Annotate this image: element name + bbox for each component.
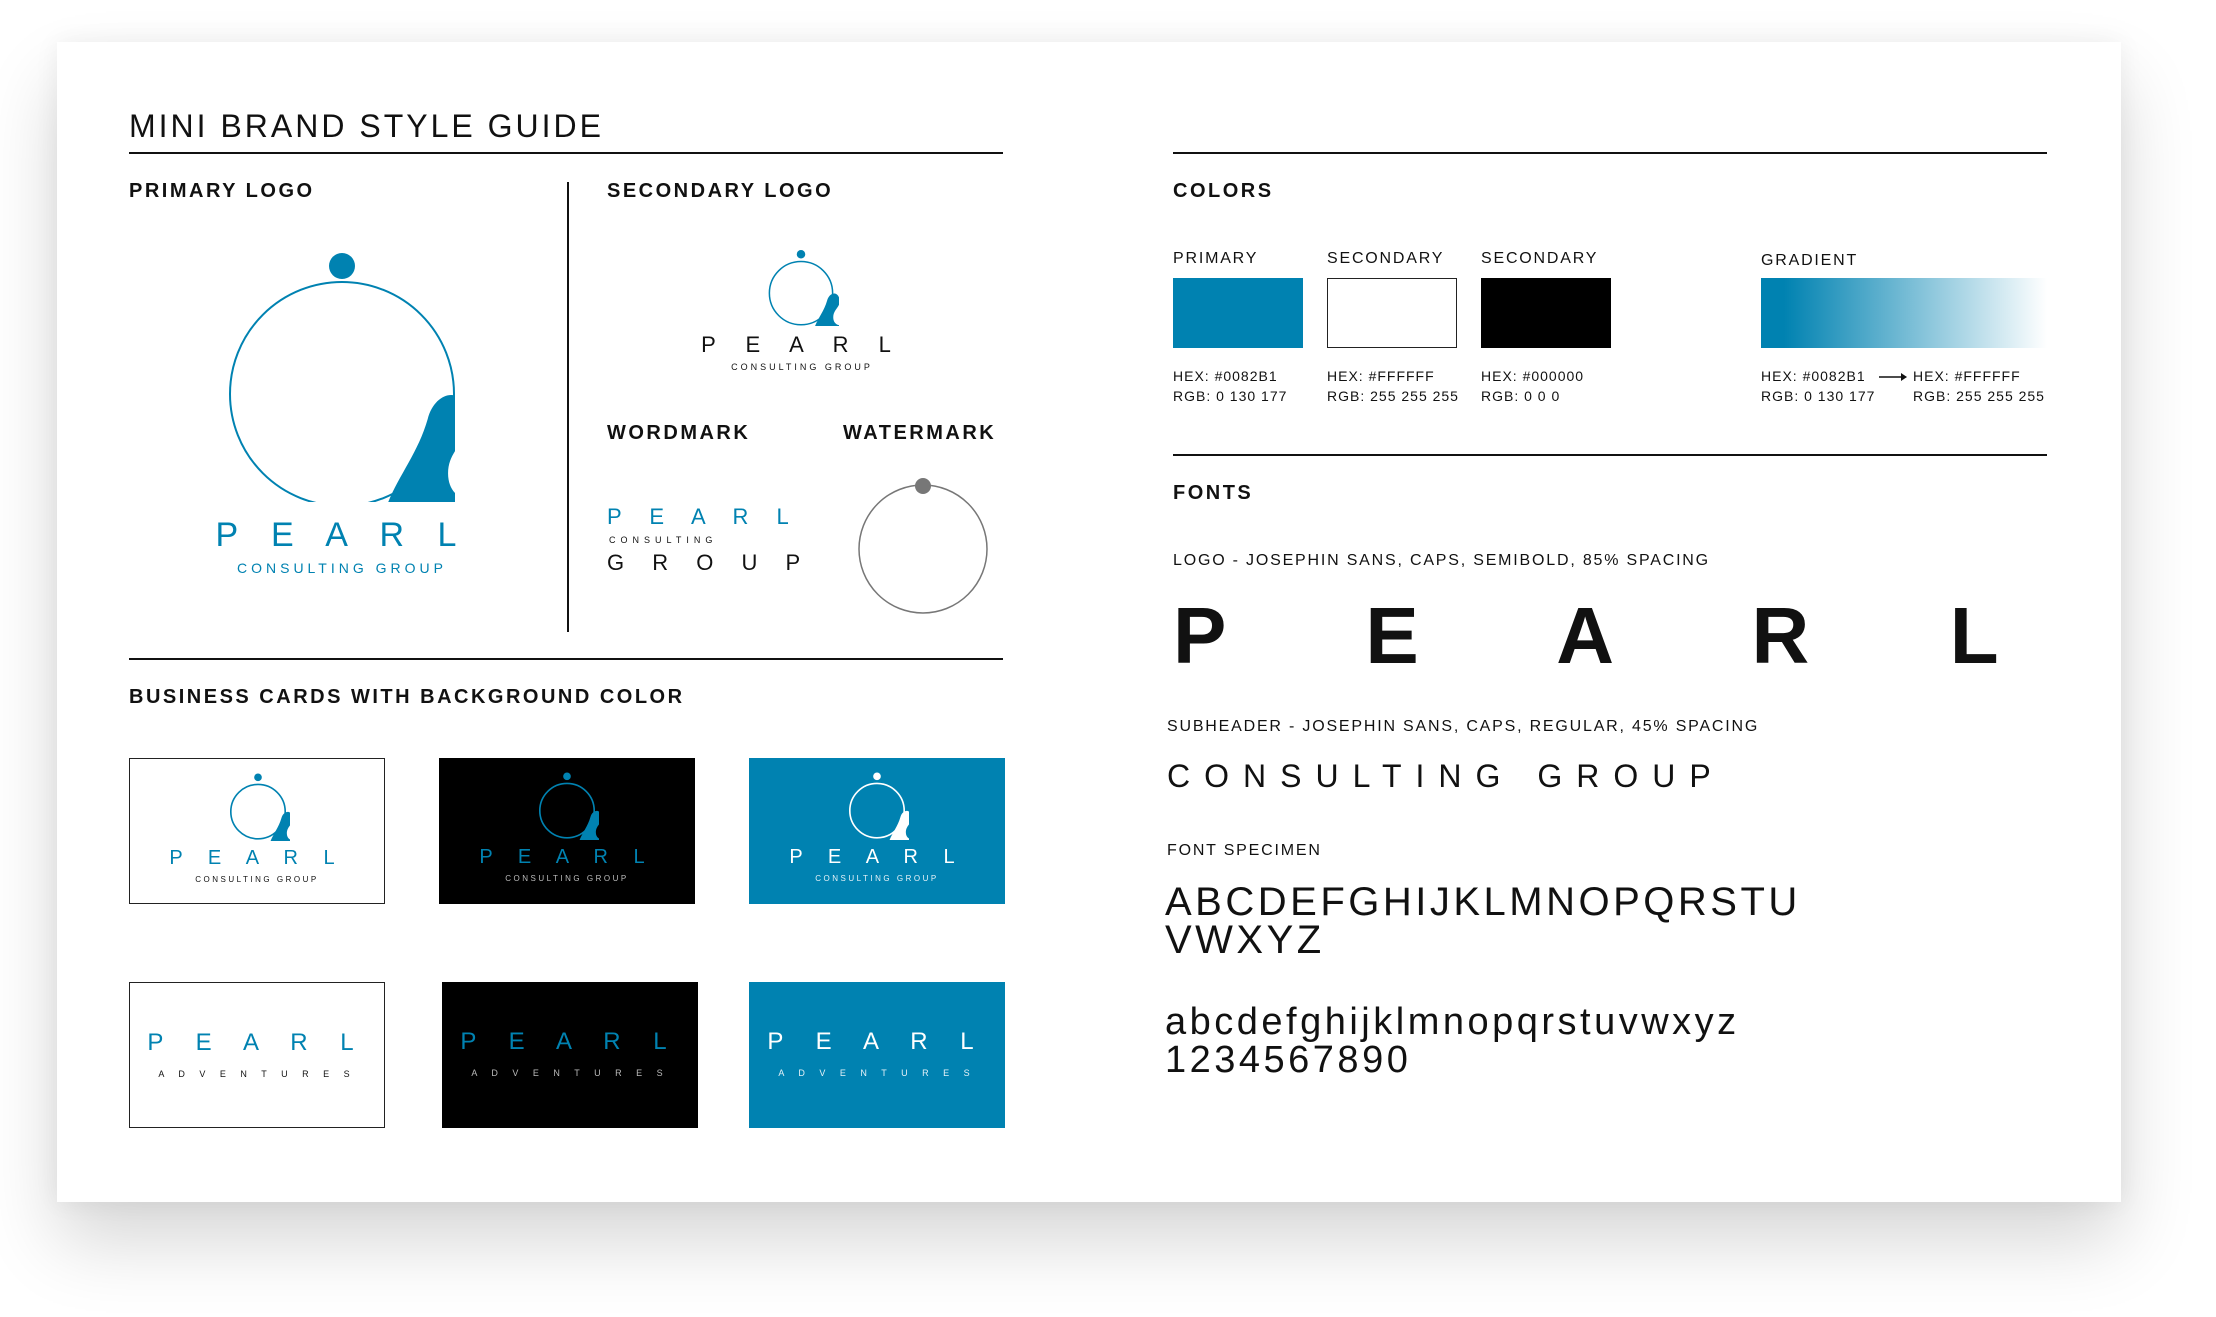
logo-font-sample: P E A R L [1173,591,2031,680]
secondary-black-hex: HEX: #000000 [1481,368,1585,384]
watermark-circle-icon [853,466,993,616]
card-wordmark: P E A R L [479,846,655,868]
business-card-blue-adventures [749,982,1005,1128]
specimen-uppercase-2: VWXYZ [1165,918,1325,962]
primary-color-hex: HEX: #0082B1 [1173,368,1278,384]
card-wordmark: P E A R L [789,846,965,868]
secondary-white-hex: HEX: #FFFFFF [1327,368,1435,384]
style-guide-sheet [57,42,2121,1202]
secondary-logo-wordmark: P E A R L [701,332,903,357]
specimen-label: FONT SPECIMEN [1167,842,1322,859]
logo-divider [567,182,569,632]
business-card-black-consulting [439,758,695,904]
secondary-logo-tagline: CONSULTING GROUP [731,362,873,372]
colors-heading: COLORS [1173,180,1274,202]
primary-color-label: PRIMARY [1173,250,1259,267]
cards-divider [129,658,1003,660]
wordmark-pearl: P E A R L [607,504,800,529]
primary-logo-wordmark: P E A R L [215,516,469,554]
gradient-to-rgb: RGB: 255 255 255 [1913,388,2045,404]
secondary-white-rgb: RGB: 255 255 255 [1327,388,1459,404]
primary-color-swatch [1173,278,1303,348]
specimen-digits: 1234567890 [1165,1039,1412,1081]
watermark-logo [853,466,993,616]
business-card-blue-consulting [749,758,1005,904]
subheader-font-label: SUBHEADER - JOSEPHIN SANS, CAPS, REGULAR, 45% SPACING [1167,718,1760,735]
card-wordmark: P E A R L [767,1028,987,1055]
card-tagline: CONSULTING GROUP [195,875,319,884]
card-tagline: CONSULTING GROUP [815,874,939,883]
business-card-white-adventures [129,982,385,1128]
business-card-white-consulting [129,758,385,904]
card-tagline: CONSULTING GROUP [505,874,629,883]
pearl-octopus-small-icon [763,250,839,326]
gradient-from-hex: HEX: #0082B1 [1761,368,1866,384]
gradient-arrow-icon [1877,370,1909,384]
wordmark-heading: WORDMARK [607,422,751,444]
card-wordmark: P E A R L [460,1028,680,1055]
card-adventures: A D V E N T U R E S [158,1069,356,1079]
specimen-lowercase: abcdefghijklmnopqrstuvwxyz [1165,1001,1740,1043]
colors-top-divider [1173,152,2047,154]
pearl-octopus-icon [226,773,290,841]
secondary-logo-icon [763,250,839,326]
logo-font-label: LOGO - JOSEPHIN SANS, CAPS, SEMIBOLD, 85% SPACING [1173,552,1710,569]
business-card-black-adventures [442,982,698,1128]
pearl-octopus-icon [845,772,909,840]
primary-color-rgb: RGB: 0 130 177 [1173,388,1288,404]
secondary-black-swatch [1481,278,1611,348]
card-adventures: A D V E N T U R E S [471,1068,669,1078]
card-adventures: A D V E N T U R E S [778,1068,976,1078]
card-wordmark: P E A R L [147,1029,367,1056]
pearl-octopus-icon [535,772,599,840]
page-title: MINI BRAND STYLE GUIDE [129,108,604,144]
primary-logo-heading: PRIMARY LOGO [129,180,315,202]
gradient-from-rgb: RGB: 0 130 177 [1761,388,1876,404]
gradient-swatch [1761,278,2047,348]
pearl-octopus-icon [229,252,455,502]
primary-logo-tagline: CONSULTING GROUP [237,560,447,576]
fonts-heading: FONTS [1173,482,1254,504]
secondary-black-rgb: RGB: 0 0 0 [1481,388,1561,404]
business-cards-heading: BUSINESS CARDS WITH BACKGROUND COLOR [129,686,685,708]
secondary-logo-heading: SECONDARY LOGO [607,180,834,202]
secondary-black-label: SECONDARY [1481,250,1599,267]
title-divider [129,152,1003,154]
primary-logo [229,252,455,502]
gradient-label: GRADIENT [1761,252,1859,269]
wordmark-consulting: CONSULTING [609,535,718,545]
fonts-divider [1173,454,2047,456]
secondary-white-swatch [1327,278,1457,348]
wordmark-group: G R O U P [607,550,812,575]
specimen-uppercase-1: ABCDEFGHIJKLMNOPQRSTU [1165,880,1801,924]
subheader-font-sample: CONSULTING GROUP [1167,758,1725,794]
gradient-to-hex: HEX: #FFFFFF [1913,368,2021,384]
card-wordmark: P E A R L [169,847,345,869]
watermark-heading: WATERMARK [843,422,997,444]
secondary-white-label: SECONDARY [1327,250,1445,267]
